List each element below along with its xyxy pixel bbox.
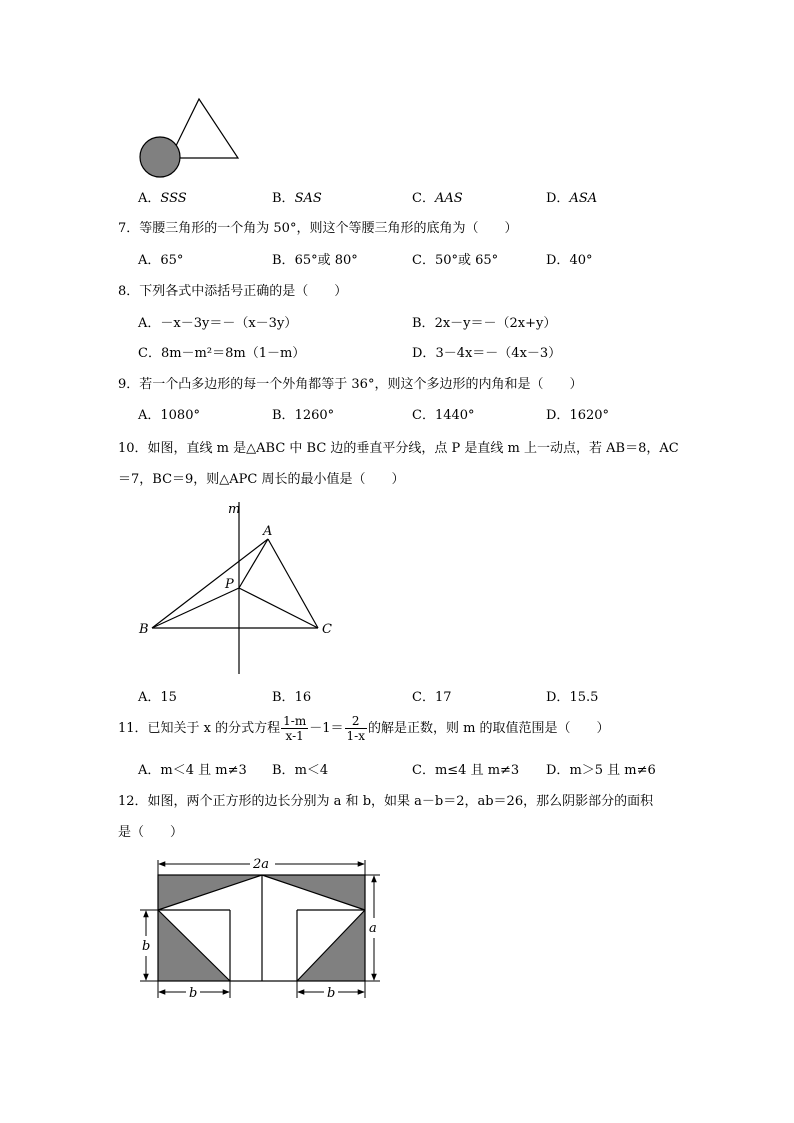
q11-option-b: B．m＜4 <box>272 763 329 778</box>
label-bottom-right-b: b <box>327 986 336 1001</box>
label-m: m <box>228 502 241 517</box>
label-left-b: b <box>142 939 151 954</box>
q8-option-c: C．8m－m²＝8m（1－m） <box>138 346 306 361</box>
label-a: A <box>263 524 273 539</box>
label-bottom-left-b: b <box>189 986 198 1001</box>
q12-stem-line1: 12．如图，两个正方形的边长分别为 a 和 b，如果 a－b＝2，ab＝26，那么阴影部分的面积 <box>118 794 654 809</box>
label-b: B <box>139 622 149 637</box>
q8-option-d: D．3－4x＝－（4x－3） <box>412 346 562 361</box>
q6-option-b: B．SAS <box>272 191 322 206</box>
q11-stem: 11．已知关于 x 的分式方程 $\frac{1-m}{x-1}$ －1＝ $\frac{2}{1-x}$ 的解是正数，则 m 的取值范围是（ ） <box>118 714 610 743</box>
fraction-2: $\frac{2}{1-x}$ <box>346 714 365 743</box>
q8-option-a: A．－x－3y＝－（x－3y） <box>138 316 298 331</box>
q9-stem: 9．若一个凸多边形的每一个外角都等于 36°，则这个多边形的内角和是（ ） <box>118 377 583 392</box>
q12-stem-line2: 是（ ） <box>118 825 184 840</box>
q11-option-c: C．m≤4 且 m≠3 <box>412 763 520 778</box>
label-2a: 2a <box>253 857 270 872</box>
q10-stem-line1: 10．如图，直线 m 是△ABC 中 BC 边的垂直平分线，点 P 是直线 m 上一动点，若 AB＝8，AC <box>118 441 679 456</box>
q10-option-c: C．17 <box>412 690 452 705</box>
q6-option-d: D．ASA <box>546 191 598 206</box>
q7-option-c: C．50°或 65° <box>412 253 499 268</box>
q7-option-b: B．65°或 80° <box>272 253 358 268</box>
q10-option-a: A．15 <box>138 690 177 705</box>
q7-option-a: A．65° <box>138 253 184 268</box>
q10-stem-line2: ＝7，BC＝9，则△APC 周长的最小值是（ ） <box>118 472 405 487</box>
q6-option-c: C．AAS <box>412 191 463 206</box>
q8-option-b: B．2x－y＝－（2x+y） <box>412 316 557 331</box>
q11-option-d: D．m＞5 且 m≠6 <box>546 763 656 778</box>
q7-option-d: D．40° <box>546 253 593 268</box>
q9-option-a: A．1080° <box>138 408 200 423</box>
q10-option-d: D．15.5 <box>546 690 599 705</box>
label-p: P <box>225 577 234 592</box>
q9-option-b: B．1260° <box>272 408 335 423</box>
q9-option-c: C．1440° <box>412 408 475 423</box>
fraction-1: $\frac{1-m}{x-1}$ <box>283 714 307 743</box>
q8-stem: 8．下列各式中添括号正确的是（ ） <box>118 284 348 299</box>
q11-option-a: A．m＜4 且 m≠3 <box>138 763 247 778</box>
label-right-a: a <box>369 921 377 936</box>
q9-option-d: D．1620° <box>546 408 610 423</box>
q7-stem: 7．等腰三角形的一个角为 50°，则这个等腰三角形的底角为（ ） <box>118 221 518 236</box>
q10-option-b: B．16 <box>272 690 312 705</box>
label-c: C <box>322 622 332 637</box>
q6-option-a: A．SSS <box>138 191 187 206</box>
